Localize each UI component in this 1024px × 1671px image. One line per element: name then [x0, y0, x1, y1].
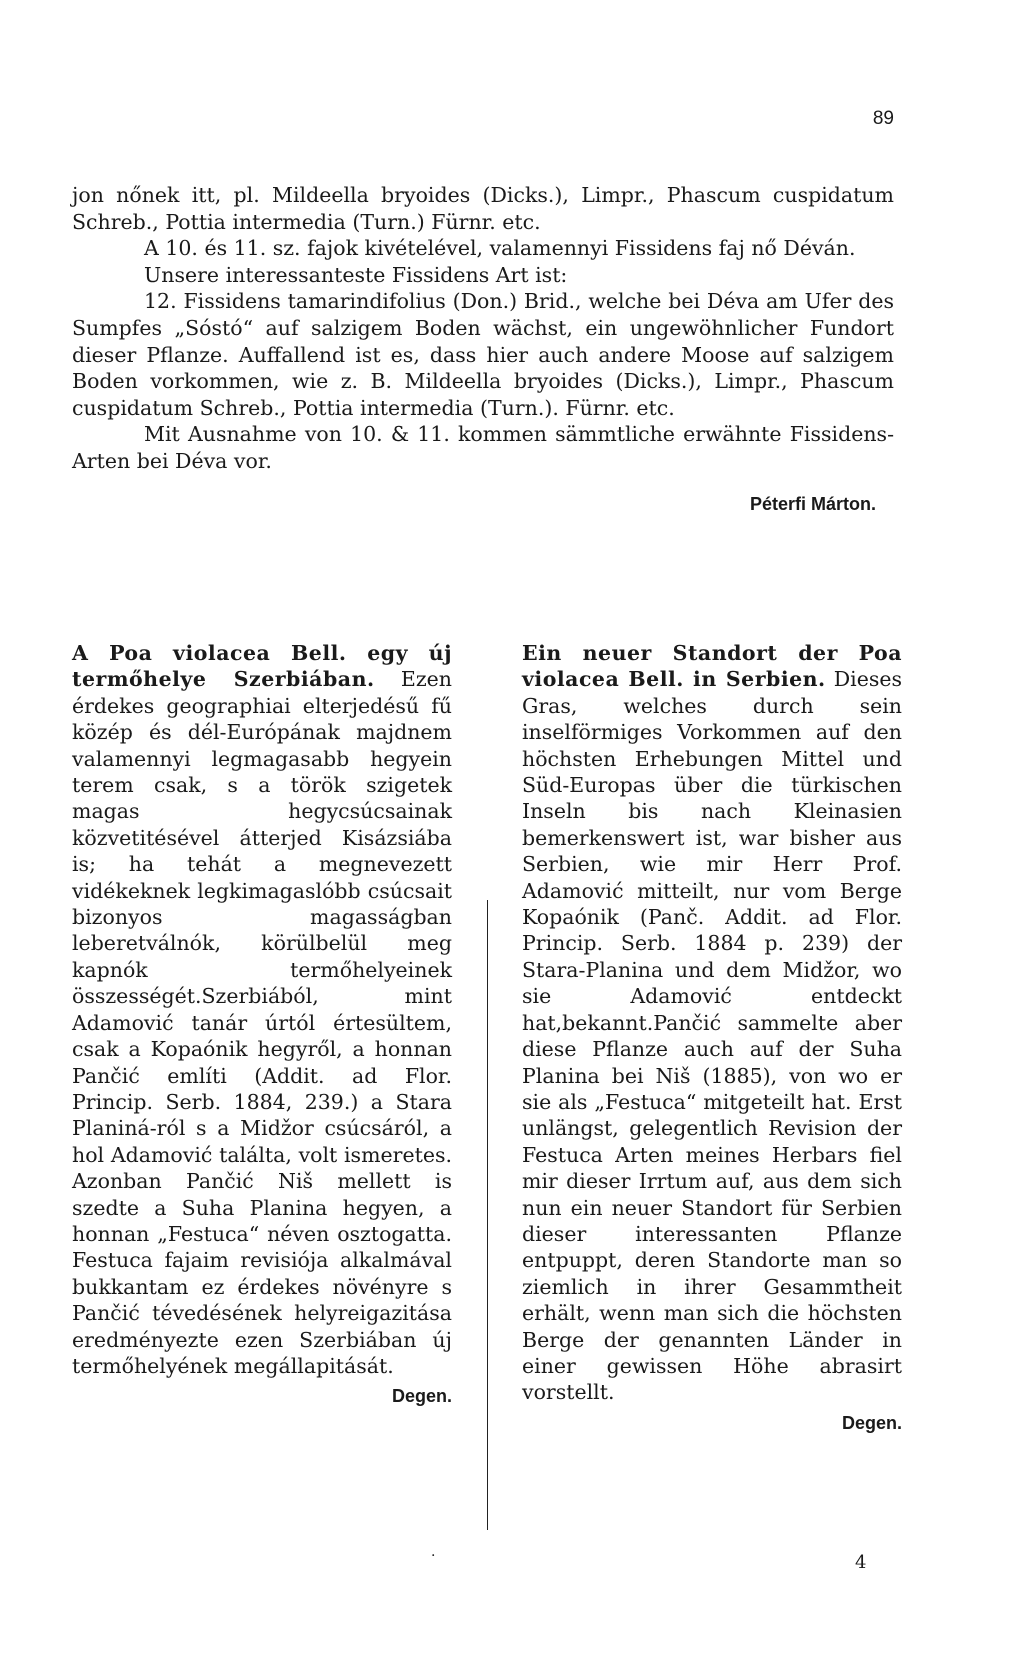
page-number: 89	[872, 108, 894, 129]
column-divider	[487, 900, 488, 1530]
signature-degen-right: Degen.	[841, 1412, 902, 1433]
paragraph-3: Unsere interessanteste Fissidens Art ist:	[144, 262, 568, 287]
footer-dot: ·	[431, 1548, 436, 1564]
paragraph-5: Mit Ausnahme von 10. & 11. kommen sämmtliche erwähnte Fissidens-Arten bei Déva vor.	[72, 422, 894, 473]
paragraph-1: jon nőnek itt, pl. Mildeella bryoides (Dicks.), Limpr., Phascum cuspidatum Schreb., Pottia intermedia (Turn.) Fürnr. etc.	[72, 183, 894, 234]
left-column-title: A Poa violacea Bell. egy új termőhelye Szerbiában.	[72, 641, 452, 692]
signature-peterfi: Péterfi Márton.	[749, 493, 876, 514]
right-column-text	[522, 640, 902, 1406]
left-column-body: Ezen érdekes geographiai elterjedésű fű közép és dél-Európának majdnem valamennyi legmagasabb hegyein terem csak, s a török szigetek magas hegycsúcsainak közvetitésével átterjed Kisázsiába is; ha tehát a megnevezett vidékeknek legkimagaslóbb csúcsait bizonyos magasságban leberetválnók, körülbelül meg kapnók termőhelyeinek összességét.Szerbiából, mint Adamović tanár úrtól értesültem, csak a Kopaónik hegyről, a honnan Pančić említi (Addit. ad Flor. Princip. Serb. 1884, 239.) a Stara Planiná-ról s a Midžor csúcsáról, a hol Adamović találta, volt ismeretes. Azonban Pančić Niš mellett is szedte a Suha Planina hegyen, a honnan „Festuca“ néven osztogatta. Festuca fajaim revisiója alkalmával bukkantam ez érdekes növényre s Pančić tévedésének helyreigazitása eredményezte ezen Szerbiában új termőhelyének megállapitását.	[72, 667, 452, 1378]
paragraph-4: 12. Fissidens tamarindifolius (Don.) Brid., welche bei Déva am Ufer des Sumpfes „Sóstó“ auf salzigem Boden wächst, ein ungewöhnlicher Fundort dieser Pflanze. Auffallend ist es, dass hier auch andere Moose auf salzigem Boden vorkommen, wie z. B. Mildeella bryoides (Dicks.), Limpr., Phascum cuspidatum Schreb., Pottia intermedia (Turn.). Fürnr. etc.	[72, 289, 894, 420]
left-column	[72, 640, 452, 1410]
right-column	[522, 640, 902, 1436]
right-column-body: Dieses Gras, welches durch sein inselförmiges Vorkommen auf den höchsten Erhebungen Mittel und Süd-Europas über die türkischen Inseln bis nach Kleinasien bemerkenswert ist, war bisher aus Serbien, wie mir Herr Prof. Adamović mitteilt, nur vom Berge Kopaónik (Panč. Addit. ad Flor. Princip. Serb. 1884 p. 239) der Stara-Planina und dem Midžor, wo sie Adamović entdeckt hat,bekannt.Pančić sammelte aber diese Pflanze auch auf der Suha Planina bei Niš (1885), von wo er sie als „Festuca“ mitgeteilt hat. Erst unlängst, gelegentlich Revision der Festuca Arten meines Herbars fiel mir dieser Irrtum auf, aus dem sich nun ein neuer Standort für Serbien dieser interessanten Pflanze entpuppt, deren Standorte man so ziemlich in ihrer Gesammtheit erhält, wenn man sich die höchsten Berge der genannten Länder in einer gewissen Höhe abrasirt vorstellt.	[522, 667, 902, 1405]
signature-degen-left: Degen.	[391, 1386, 452, 1407]
top-section	[72, 182, 894, 517]
right-column-title: Ein neuer Standort der Poa violacea Bell. in Serbien.	[522, 641, 902, 692]
left-column-text	[72, 640, 452, 1379]
signature-mark: 4	[855, 1552, 867, 1573]
paragraph-2: A 10. és 11. sz. fajok kivételével, valamennyi Fissidens faj nő Déván.	[144, 236, 856, 261]
